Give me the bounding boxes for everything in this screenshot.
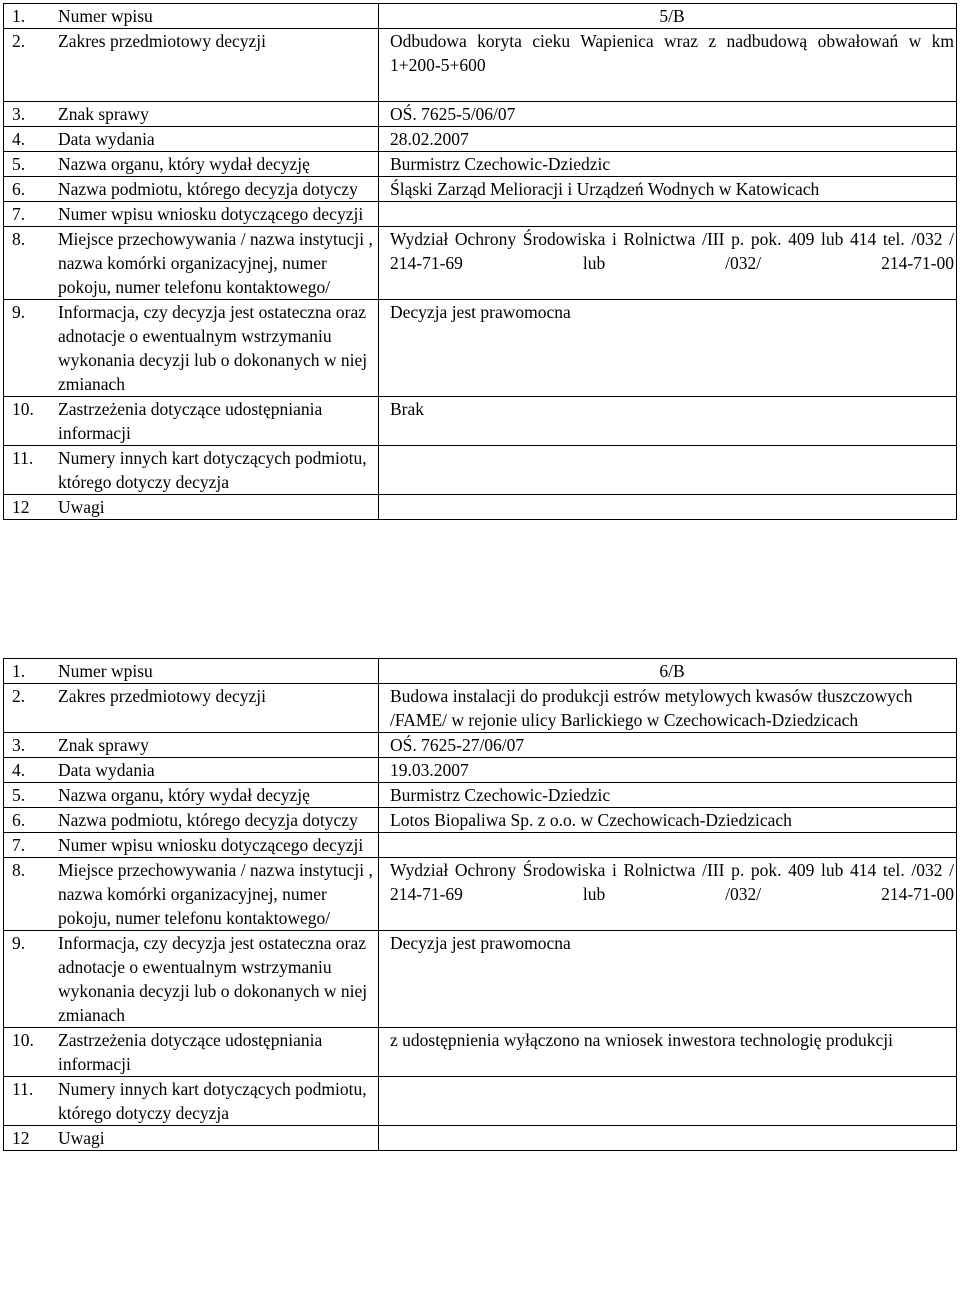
field-number: 7. — [12, 835, 26, 855]
field-value: Wydział Ochrony Środowiska i Rolnictwa /III p. pok. 409 lub 414 tel. /032 / 214-71-69 lub /032/ 214-71-00 — [390, 860, 954, 904]
field-value-cell — [379, 4, 957, 29]
table-row — [4, 1028, 957, 1077]
field-label-cell — [4, 808, 379, 833]
field-number: 1. — [12, 6, 26, 26]
field-label: Miejsce przechowywania / nazwa instytucji , nazwa komórki organizacyjnej, numer pokoju, numer telefonu kontaktowego/ — [58, 860, 373, 928]
field-value: Budowa instalacji do produkcji estrów metylowych kwasów tłuszczowych /FAME/ w rejonie ulicy Barlickiego w Czechowicach-Dziedzicach — [390, 686, 913, 730]
table-row — [4, 29, 957, 102]
field-label-cell — [4, 1126, 379, 1151]
field-value: Burmistrz Czechowic-Dziedzic — [390, 785, 611, 805]
field-value-cell — [379, 1028, 957, 1077]
field-value-cell — [379, 227, 957, 300]
field-number: 4. — [12, 760, 26, 780]
field-label: Nazwa organu, który wydał decyzję — [58, 154, 310, 174]
field-label-cell — [4, 177, 379, 202]
field-label-cell — [4, 659, 379, 684]
field-label: Numer wpisu wniosku dotyczącego decyzji — [58, 835, 364, 855]
field-number: 8. — [12, 229, 26, 249]
table-row — [4, 684, 957, 733]
field-value-cell — [379, 931, 957, 1028]
field-number: 6. — [12, 810, 26, 830]
field-label: Data wydania — [58, 760, 155, 780]
field-value-cell — [379, 495, 957, 520]
field-value: 28.02.2007 — [390, 129, 469, 149]
field-label: Nazwa podmiotu, którego decyzja dotyczy — [58, 810, 358, 830]
field-number: 3. — [12, 104, 26, 124]
table-row — [4, 152, 957, 177]
field-value-cell — [379, 202, 957, 227]
field-value: 6/B — [659, 661, 685, 681]
field-label: Numer wpisu — [58, 661, 153, 681]
field-number: 11. — [12, 448, 34, 468]
field-number: 5. — [12, 154, 26, 174]
table-row — [4, 858, 957, 931]
field-label-cell — [4, 227, 379, 300]
field-number: 6. — [12, 179, 26, 199]
field-label-cell — [4, 931, 379, 1028]
field-number: 10. — [12, 399, 34, 419]
field-value: OŚ. 7625-27/06/07 — [390, 735, 525, 755]
field-label-cell — [4, 446, 379, 495]
field-number: 7. — [12, 204, 26, 224]
field-value-cell — [379, 29, 957, 102]
field-label: Nazwa organu, który wydał decyzję — [58, 785, 310, 805]
field-value-cell — [379, 808, 957, 833]
field-value-cell — [379, 684, 957, 733]
field-label-cell — [4, 858, 379, 931]
field-label-cell — [4, 152, 379, 177]
table-row — [4, 227, 957, 300]
field-value-cell — [379, 152, 957, 177]
field-label: Zakres przedmiotowy decyzji — [58, 31, 266, 51]
table-row — [4, 4, 957, 29]
field-value: 5/B — [659, 6, 685, 26]
table-row — [4, 1077, 957, 1126]
field-label-cell — [4, 202, 379, 227]
field-value-cell — [379, 177, 957, 202]
field-number: 11. — [12, 1079, 34, 1099]
table-row — [4, 808, 957, 833]
field-label: Zastrzeżenia dotyczące udostępniania informacji — [58, 399, 323, 443]
table-row — [4, 931, 957, 1028]
field-number: 5. — [12, 785, 26, 805]
field-value-cell — [379, 300, 957, 397]
field-value: Lotos Biopaliwa Sp. z o.o. w Czechowicach-Dziedzicach — [390, 810, 792, 830]
field-label-cell — [4, 495, 379, 520]
field-label: Informacja, czy decyzja jest ostateczna oraz adnotacje o ewentualnym wstrzymaniu wykonania decyzji lub o dokonanych w niej zmianach — [58, 302, 368, 394]
field-label: Numery innych kart dotyczących podmiotu, którego dotyczy decyzja — [58, 1079, 367, 1123]
table-row — [4, 659, 957, 684]
field-number: 12 — [12, 1128, 30, 1148]
table-row — [4, 1126, 957, 1151]
field-number: 3. — [12, 735, 26, 755]
field-label: Miejsce przechowywania / nazwa instytucji , nazwa komórki organizacyjnej, numer pokoju, numer telefonu kontaktowego/ — [58, 229, 373, 297]
field-label-cell — [4, 1028, 379, 1077]
field-value-cell — [379, 127, 957, 152]
field-label-cell — [4, 4, 379, 29]
field-label: Uwagi — [58, 497, 105, 517]
field-number: 1. — [12, 661, 26, 681]
field-value: Decyzja jest prawomocna — [390, 302, 571, 322]
field-label-cell — [4, 300, 379, 397]
field-value-cell — [379, 1077, 957, 1126]
table-row — [4, 397, 957, 446]
field-number: 2. — [12, 31, 26, 51]
field-label: Data wydania — [58, 129, 155, 149]
field-label-cell — [4, 127, 379, 152]
field-label-cell — [4, 1077, 379, 1126]
field-number: 10. — [12, 1030, 34, 1050]
table-row — [4, 783, 957, 808]
field-label: Nazwa podmiotu, którego decyzja dotyczy — [58, 179, 358, 199]
field-value: Brak — [390, 399, 425, 419]
field-label-cell — [4, 29, 379, 102]
table-row — [4, 833, 957, 858]
field-number: 9. — [12, 933, 26, 953]
field-value-cell — [379, 758, 957, 783]
field-value: 19.03.2007 — [390, 760, 469, 780]
table-row — [4, 177, 957, 202]
field-label: Znak sprawy — [58, 735, 149, 755]
field-value: Wydział Ochrony Środowiska i Rolnictwa /III p. pok. 409 lub 414 tel. /032 / 214-71-69 lub /032/ 214-71-00 — [390, 229, 954, 273]
table-row — [4, 758, 957, 783]
field-value-cell — [379, 858, 957, 931]
field-number: 9. — [12, 302, 26, 322]
field-label-cell — [4, 783, 379, 808]
field-value-cell — [379, 102, 957, 127]
field-value-cell — [379, 733, 957, 758]
field-value: Śląski Zarząd Melioracji i Urządzeń Wodnych w Katowicach — [390, 179, 820, 199]
field-value: OŚ. 7625-5/06/07 — [390, 104, 516, 124]
record-table-1 — [3, 3, 957, 520]
field-value: Odbudowa koryta cieku Wapienica wraz z nadbudową obwałowań w km 1+200-5+600 — [390, 31, 954, 75]
field-label: Informacja, czy decyzja jest ostateczna oraz adnotacje o ewentualnym wstrzymaniu wykonania decyzji lub o dokonanych w niej zmianach — [58, 933, 368, 1025]
field-value: Decyzja jest prawomocna — [390, 933, 571, 953]
field-number: 12 — [12, 497, 30, 517]
field-label-cell — [4, 102, 379, 127]
field-value-cell — [379, 397, 957, 446]
field-label: Numery innych kart dotyczących podmiotu, którego dotyczy decyzja — [58, 448, 367, 492]
record-table-2 — [3, 658, 957, 1151]
field-value: Burmistrz Czechowic-Dziedzic — [390, 154, 611, 174]
table-row — [4, 495, 957, 520]
table-row — [4, 127, 957, 152]
table-row — [4, 300, 957, 397]
field-label: Zakres przedmiotowy decyzji — [58, 686, 266, 706]
field-label: Numer wpisu — [58, 6, 153, 26]
field-value-cell — [379, 446, 957, 495]
table-row — [4, 733, 957, 758]
field-value-cell — [379, 833, 957, 858]
table-row — [4, 446, 957, 495]
field-label-cell — [4, 684, 379, 733]
field-label: Znak sprawy — [58, 104, 149, 124]
field-value-cell — [379, 1126, 957, 1151]
field-label-cell — [4, 833, 379, 858]
field-number: 4. — [12, 129, 26, 149]
field-label-cell — [4, 397, 379, 446]
table-row — [4, 202, 957, 227]
field-value-cell — [379, 659, 957, 684]
table-row — [4, 102, 957, 127]
field-value-cell — [379, 783, 957, 808]
field-number: 8. — [12, 860, 26, 880]
field-label-cell — [4, 733, 379, 758]
field-label: Uwagi — [58, 1128, 105, 1148]
field-label: Zastrzeżenia dotyczące udostępniania informacji — [58, 1030, 323, 1074]
field-value: z udostępnienia wyłączono na wniosek inwestora technologię produkcji — [390, 1030, 893, 1050]
field-label-cell — [4, 758, 379, 783]
field-number: 2. — [12, 686, 26, 706]
field-label: Numer wpisu wniosku dotyczącego decyzji — [58, 204, 364, 224]
